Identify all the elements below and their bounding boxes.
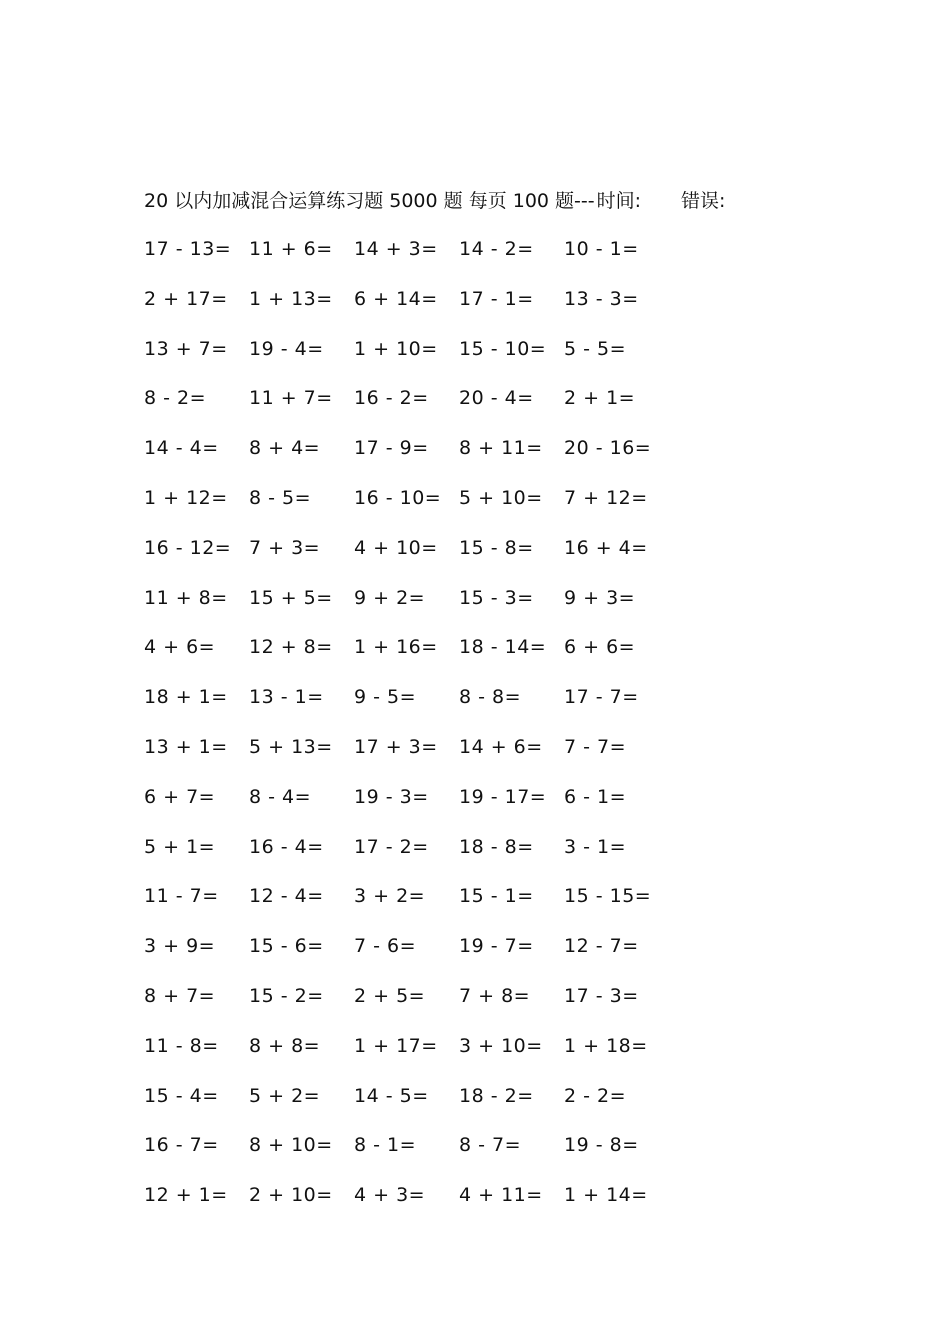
problem-row xyxy=(144,582,704,632)
problem-cell: 3 - 1= xyxy=(564,835,627,858)
problem-cell: 9 + 3= xyxy=(564,586,636,609)
problem-cell: 17 - 7= xyxy=(564,686,639,709)
problem-cell: 8 + 10= xyxy=(249,1134,333,1157)
problem-cell: 7 - 6= xyxy=(354,935,417,958)
problem-cell: 20 - 16= xyxy=(564,437,652,460)
problem-row xyxy=(144,1080,704,1130)
problem-cell: 4 + 11= xyxy=(459,1184,543,1207)
problem-cell: 2 + 10= xyxy=(249,1184,333,1207)
problem-cell: 15 - 15= xyxy=(564,885,652,908)
problem-cell: 15 - 8= xyxy=(459,536,534,559)
problem-cell: 8 + 8= xyxy=(249,1034,321,1057)
problem-cell: 19 - 3= xyxy=(354,785,429,808)
problem-cell: 8 - 7= xyxy=(459,1134,522,1157)
problem-cell: 16 - 4= xyxy=(249,835,324,858)
problem-cell: 8 + 11= xyxy=(459,437,543,460)
problem-cell: 2 + 17= xyxy=(144,287,228,310)
problem-cell: 15 - 10= xyxy=(459,337,547,360)
problem-row xyxy=(144,781,704,831)
problem-cell: 2 + 5= xyxy=(354,984,426,1007)
error-label: 错误: xyxy=(681,190,726,212)
problem-cell: 16 + 4= xyxy=(564,536,648,559)
problem-cell: 1 + 17= xyxy=(354,1034,438,1057)
problem-cell: 1 + 10= xyxy=(354,337,438,360)
problem-cell: 17 - 13= xyxy=(144,238,232,260)
problem-cell: 14 - 5= xyxy=(354,1084,429,1107)
problem-cell: 6 + 6= xyxy=(564,636,636,659)
problem-row xyxy=(144,831,704,881)
problem-cell: 1 + 13= xyxy=(249,287,333,310)
problem-cell: 5 + 13= xyxy=(249,735,333,758)
problem-row xyxy=(144,432,704,482)
problem-cell: 14 - 2= xyxy=(459,238,534,260)
problem-cell: 3 + 10= xyxy=(459,1034,543,1057)
problem-cell: 8 - 8= xyxy=(459,686,522,709)
problem-cell: 14 + 6= xyxy=(459,735,543,758)
problem-cell: 17 - 1= xyxy=(459,287,534,310)
problem-cell: 6 - 1= xyxy=(564,785,627,808)
problem-cell: 5 - 5= xyxy=(564,337,627,360)
problem-cell: 8 - 1= xyxy=(354,1134,417,1157)
problem-cell: 16 - 2= xyxy=(354,387,429,410)
problem-cell: 18 - 14= xyxy=(459,636,547,659)
problem-cell: 11 - 7= xyxy=(144,885,219,908)
problem-row xyxy=(144,731,704,781)
problem-cell: 13 - 3= xyxy=(564,287,639,310)
problem-cell: 18 - 2= xyxy=(459,1084,534,1107)
problem-cell: 12 + 8= xyxy=(249,636,333,659)
problem-cell: 3 + 9= xyxy=(144,935,216,958)
problem-cell: 1 + 14= xyxy=(564,1184,648,1207)
problem-cell: 15 + 5= xyxy=(249,586,333,609)
problem-cell: 15 - 2= xyxy=(249,984,324,1007)
problem-cell: 7 - 7= xyxy=(564,735,627,758)
problem-cell: 17 + 3= xyxy=(354,735,438,758)
problem-row xyxy=(144,631,704,681)
problem-cell: 13 + 7= xyxy=(144,337,228,360)
problem-cell: 6 + 7= xyxy=(144,785,216,808)
problem-cell: 7 + 8= xyxy=(459,984,531,1007)
problem-cell: 20 - 4= xyxy=(459,387,534,410)
problem-cell: 12 - 4= xyxy=(249,885,324,908)
problem-row xyxy=(144,930,704,980)
problem-cell: 6 + 14= xyxy=(354,287,438,310)
problem-cell: 15 - 4= xyxy=(144,1084,219,1107)
problem-cell: 1 + 18= xyxy=(564,1034,648,1057)
problem-cell: 8 + 4= xyxy=(249,437,321,460)
problem-cell: 17 - 9= xyxy=(354,437,429,460)
problem-cell: 4 + 10= xyxy=(354,536,438,559)
problem-row xyxy=(144,681,704,731)
problem-row xyxy=(144,1129,704,1179)
problem-cell: 19 - 17= xyxy=(459,785,547,808)
time-label: 时间: xyxy=(596,190,642,212)
problem-row xyxy=(144,532,704,582)
problem-cell: 13 - 1= xyxy=(249,686,324,709)
problem-row xyxy=(144,1179,704,1229)
problem-cell: 11 - 8= xyxy=(144,1034,219,1057)
problem-cell: 15 - 3= xyxy=(459,586,534,609)
problem-cell: 11 + 7= xyxy=(249,387,333,410)
problem-row xyxy=(144,233,704,283)
worksheet-title: 20 以内加减混合运算练习题 5000 题 每页 100 题--- xyxy=(144,190,595,212)
problem-cell: 16 - 12= xyxy=(144,536,232,559)
problem-cell: 5 + 2= xyxy=(249,1084,321,1107)
problem-row xyxy=(144,333,704,383)
problem-cell: 15 - 6= xyxy=(249,935,324,958)
problem-cell: 19 - 4= xyxy=(249,337,324,360)
problem-cell: 8 - 5= xyxy=(249,486,312,509)
worksheet-header xyxy=(144,186,725,216)
problem-cell: 4 + 6= xyxy=(144,636,216,659)
problem-cell: 8 - 2= xyxy=(144,387,207,410)
problem-cell: 10 - 1= xyxy=(564,238,639,260)
problem-cell: 5 + 1= xyxy=(144,835,216,858)
problem-row xyxy=(144,1030,704,1080)
problem-cell: 3 + 2= xyxy=(354,885,426,908)
problem-cell: 1 + 12= xyxy=(144,486,228,509)
problem-row xyxy=(144,880,704,930)
problem-cell: 2 - 2= xyxy=(564,1084,627,1107)
problem-cell: 8 + 7= xyxy=(144,984,216,1007)
problem-cell: 7 + 12= xyxy=(564,486,648,509)
problem-grid xyxy=(144,233,704,1229)
problem-cell: 2 + 1= xyxy=(564,387,636,410)
problem-cell: 12 - 7= xyxy=(564,935,639,958)
problem-cell: 18 - 8= xyxy=(459,835,534,858)
problem-cell: 17 - 2= xyxy=(354,835,429,858)
problem-row xyxy=(144,482,704,532)
problem-cell: 1 + 16= xyxy=(354,636,438,659)
problem-row xyxy=(144,980,704,1030)
problem-cell: 13 + 1= xyxy=(144,735,228,758)
problem-cell: 9 - 5= xyxy=(354,686,417,709)
problem-cell: 7 + 3= xyxy=(249,536,321,559)
problem-cell: 14 - 4= xyxy=(144,437,219,460)
problem-cell: 9 + 2= xyxy=(354,586,426,609)
problem-cell: 8 - 4= xyxy=(249,785,312,808)
problem-cell: 19 - 7= xyxy=(459,935,534,958)
problem-cell: 19 - 8= xyxy=(564,1134,639,1157)
problem-cell: 18 + 1= xyxy=(144,686,228,709)
problem-cell: 14 + 3= xyxy=(354,238,438,260)
problem-row xyxy=(144,382,704,432)
problem-cell: 15 - 1= xyxy=(459,885,534,908)
problem-cell: 4 + 3= xyxy=(354,1184,426,1207)
problem-cell: 16 - 7= xyxy=(144,1134,219,1157)
problem-row xyxy=(144,283,704,333)
problem-cell: 11 + 8= xyxy=(144,586,228,609)
problem-cell: 5 + 10= xyxy=(459,486,543,509)
problem-cell: 11 + 6= xyxy=(249,238,333,260)
problem-cell: 17 - 3= xyxy=(564,984,639,1007)
problem-cell: 12 + 1= xyxy=(144,1184,228,1207)
problem-cell: 16 - 10= xyxy=(354,486,442,509)
